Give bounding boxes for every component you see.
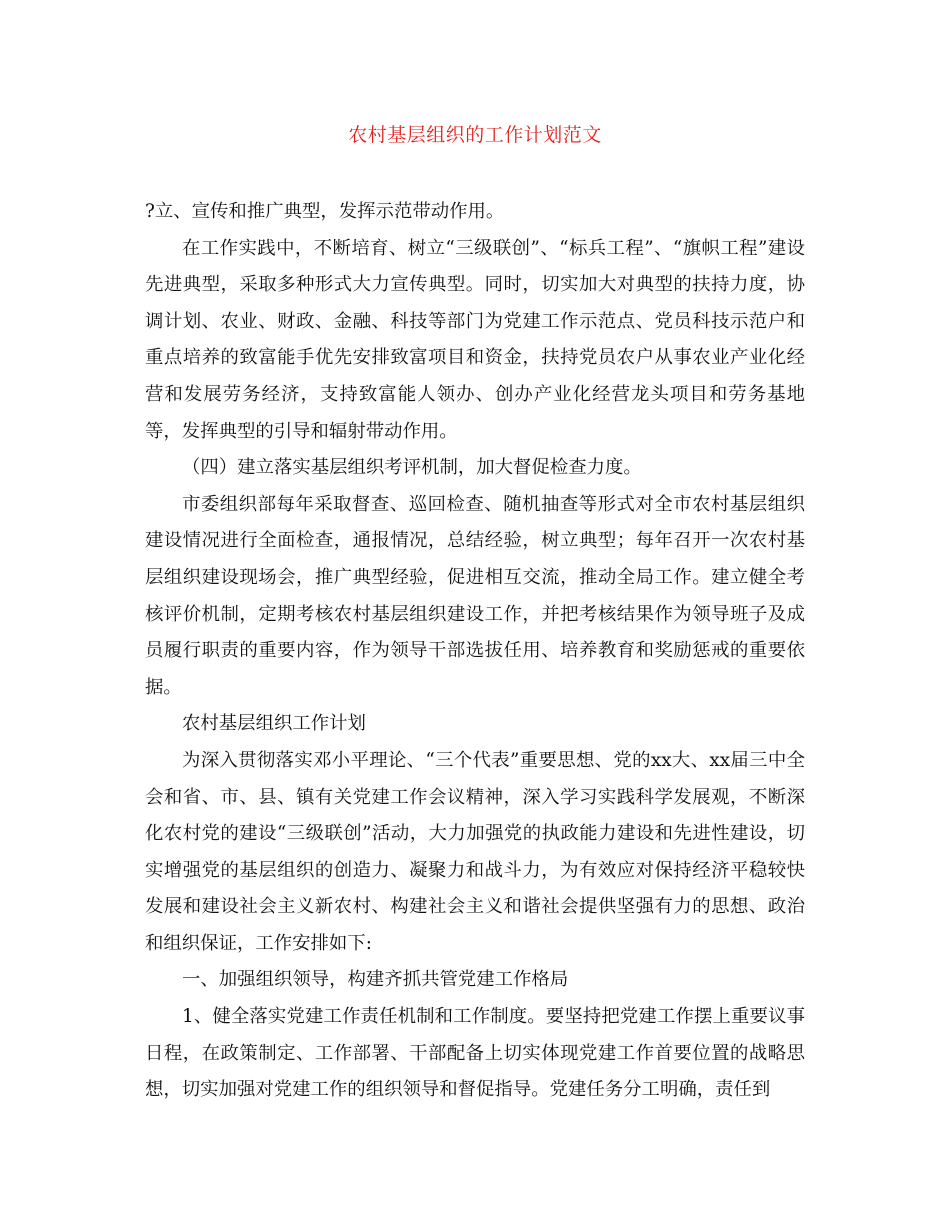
paragraph-7-heading: 一、加强组织领导，构建齐抓共管党建工作格局	[182, 969, 569, 991]
paragraph-5-heading: 农村基层组织工作计划	[182, 713, 366, 735]
document-title: 农村基层组织的工作计划范文	[348, 124, 602, 146]
paragraph-2: 在工作实践中，不断培育、树立“三级联创”、“标兵工程”、“旗帜工程”建设先进典型，采取多种形式大力宣传典型。同时，切实加大对典型的扶持力度，协调计划、农业、财政、金融、科技等部门为党建工作示范点、党员科技示范户和重点培养的致富能手优先安排致富项目和资金，扶持党员农户从事农业产业化经营和发展劳务经济，支持致富能人领办、创办产业化经营龙头项目和劳务基地等，发挥典型的引导和辐射带动作用。	[145, 237, 805, 442]
document-body	[145, 194, 805, 1109]
paragraph-6: 为深入贯彻落实邓小平理论、“三个代表”重要思想、党的xx大、xx届三中全会和省、市、县、镇有关党建工作会议精神，深入学习实践科学发展观，不断深化农村党的建设“三级联创”活动，大力加强党的执政能力建设和先进性建设，切实增强党的基层组织的创造力、凝聚力和战斗力，为有效应对保持经济平稳较快发展和建设社会主义新农村、构建社会主义和谐社会提供坚强有力的思想、政治和组织保证，工作安排如下:	[145, 749, 805, 954]
paragraph-3: （四）建立落实基层组织考评机制，加大督促检查力度。	[182, 457, 642, 479]
paragraph-1: ?立、宣传和推广典型，发挥示范带动作用。	[145, 201, 505, 222]
paragraph-4: 市委组织部每年采取督查、巡回检查、随机抽查等形式对全市农村基层组织建设情况进行全面检查，通报情况，总结经验，树立典型；每年召开一次农村基层组织建设现场会，推广典型经验，促进相互交流，推动全局工作。建立健全考核评价机制，定期考核农村基层组织建设工作，并把考核结果作为领导班子及成员履行职责的重要内容，作为领导干部选拔任用、培养教育和奖励惩戒的重要依据。	[145, 493, 805, 698]
paragraph-8: 1、健全落实党建工作责任机制和工作制度。要坚持把党建工作摆上重要议事日程，在政策制定、工作部署、干部配备上切实体现党建工作首要位置的战略思想，切实加强对党建工作的组织领导和督促指导。党建任务分工明确，责任到	[145, 1006, 805, 1101]
